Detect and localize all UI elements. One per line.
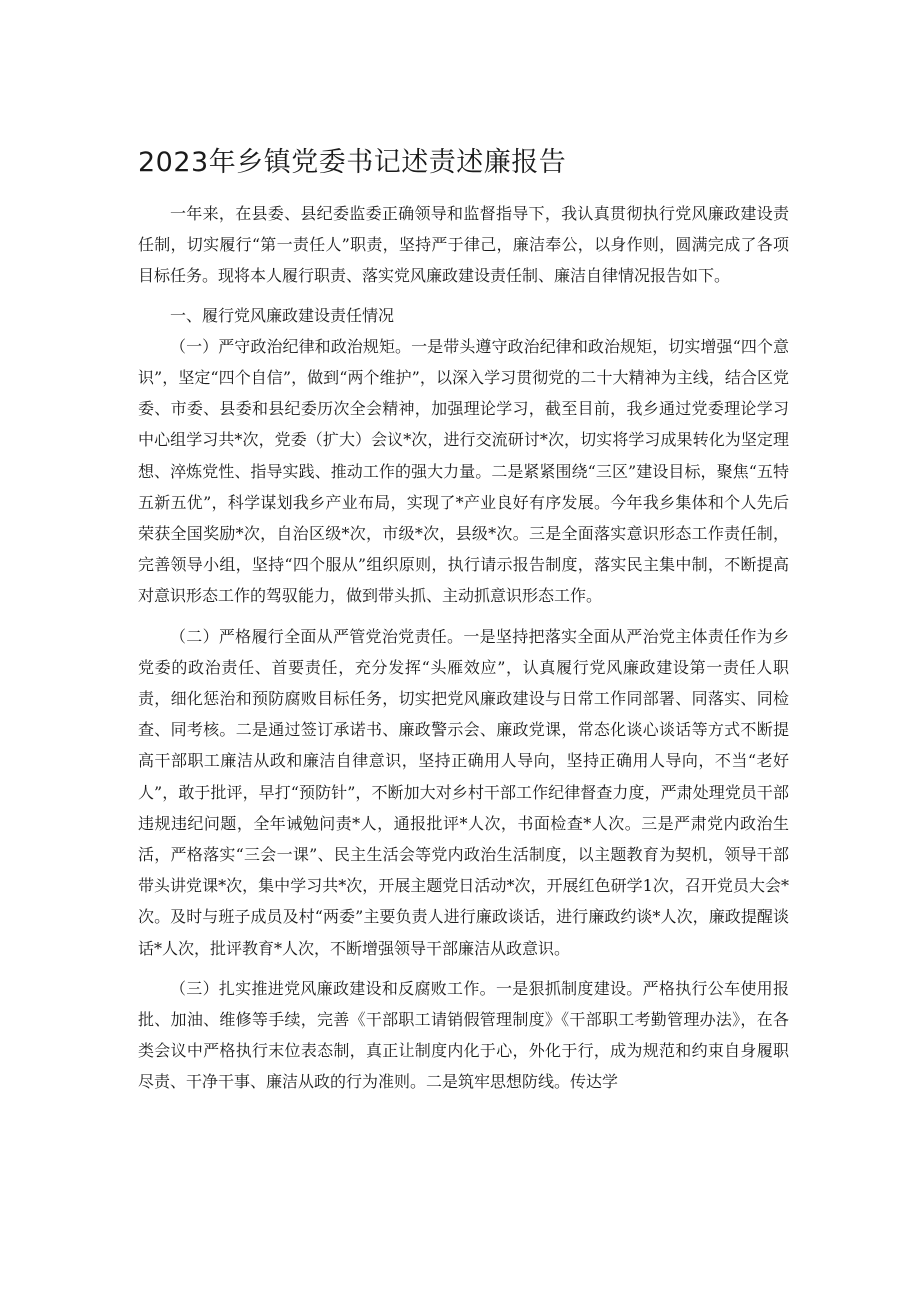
- subsection-2-title: （二）严格履行全面从严管党治党责任。: [170, 626, 464, 646]
- subsection-3-title: （三）扎实推进党风廉政建设和反腐败工作。: [170, 978, 496, 998]
- subsection-2-text: 一是坚持把落实全面从严治党主体责任作为乡党委的政治责任、首要责任，充分发挥“头雁效应”，认真履行党风廉政建设第一责任人职责，细化惩治和预防腐败目标任务，切实把党风廉政建设与日常工作同部署、同落实、同检查、同考核。二是通过签订承诺书、廉政警示会、廉政党课，常态化谈心谈话等方式不断提高干部职工廉洁从政和廉洁自律意识，坚持正确用人导向，坚持正确用人导向，不当“老好人”，敢于批评，早打“预防针”，不断加大对乡村干部工作纪律督查力度，严肃处理党员干部违规违纪问题，全年诫勉问责*人，通报批评*人次，书面检查*人次。三是严肃党内政治生活，严格落实“三会一课”、民主生活会等党内政治生活制度，以主题教育为契机，领导干部带头讲党课*次，集中学习共*次，开展主题党日活动*次，开展红色研学1次，召开党员大会*次。及时与班子成员及村“两委”主要负责人进行廉政谈话，进行廉政约谈*人次，廉政提醒谈话*人次，批评教育*人次，不断增强领导干部廉洁从政意识。: [138, 626, 789, 958]
- section-heading: 一、履行党风廉政建设责任情况: [170, 305, 395, 325]
- subsection-1-title: （一）严守政治纪律和政治规矩。: [170, 336, 412, 356]
- subsection-3-text: 一是狠抓制度建设。严格执行公车使用报批、加油、维修等手续，完善《干部职工请销假管理制度》《干部职工考勤管理办法》，在各类会议中严格执行末位表态制，真正让制度内化于心，外化于行，成为规范和约束自身履职尽责、干净干事、廉洁从政的行为准则。二是筑牢思想防线。传达学: [138, 978, 789, 1092]
- subsection-1-text: 一是带头遵守政治纪律和政治规矩，切实增强“四个意识”，坚定“四个自信”，做到“两个维护”，以深入学习贯彻党的二十大精神为主线，结合区党委、市委、县委和县纪委历次全会精神，加强理论学习，截至目前，我乡通过党委理论学习中心组学习共*次，党委（扩大）会议*次，进行交流研讨*次，切实将学习成果转化为坚定理想、淬炼党性、指导实践、推动工作的强大力量。二是紧紧围绕“三区”建设目标，聚焦“五特五新五优”，科学谋划我乡产业布局，实现了*产业良好有序发展。今年我乡集体和个人先后荣获全国奖励*次，自治区级*次，市级*次，县级*次。三是全面落实意识形态工作责任制，完善领导小组，坚持“四个服从”组织原则，执行请示报告制度，落实民主集中制，不断提高对意识形态工作的驾驭能力，做到带头抓、主动抓意识形态工作。: [138, 336, 789, 606]
- document-title: 2023年乡镇党委书记述责述廉报告: [138, 147, 567, 178]
- subsection-2-paragraph: [138, 621, 789, 964]
- subsection-1-paragraph: [138, 331, 789, 612]
- document-body: [138, 198, 789, 1098]
- intro-paragraph: 一年来，在县委、县纪委监委正确领导和监督指导下，我认真贯彻执行党风廉政建设责任制，切实履行“第一责任人”职责，坚持严于律己，廉洁奉公，以身作则，圆满完成了各项目标任务。现将本人履行职责、落实党风廉政建设责任制、廉洁自律情况报告如下。: [138, 204, 789, 286]
- subsection-3-paragraph: [138, 973, 789, 1098]
